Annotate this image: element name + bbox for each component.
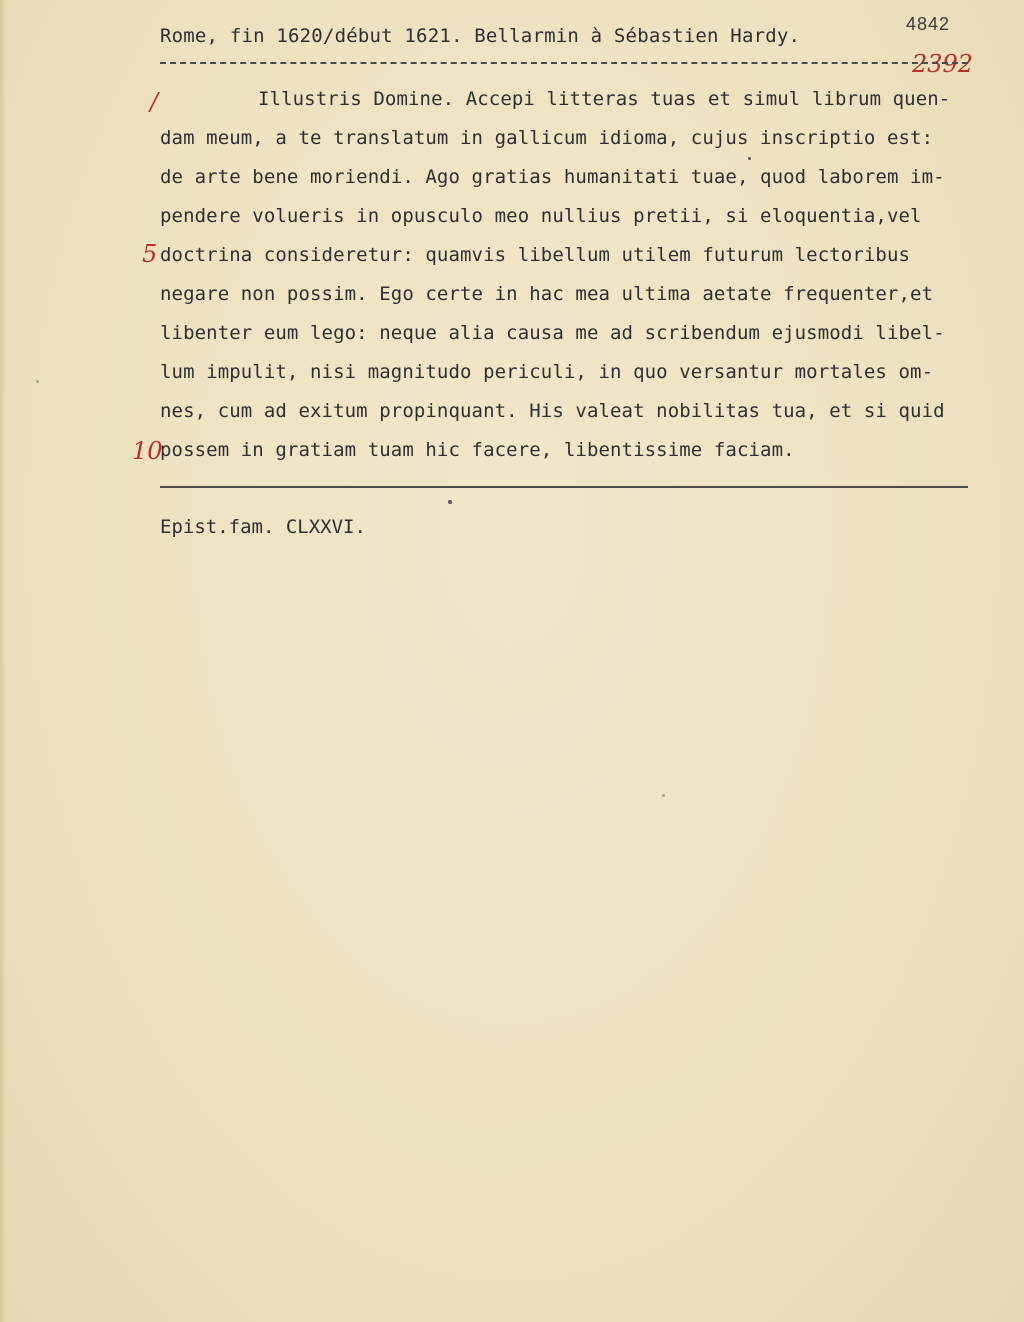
dashed-divider [160, 62, 968, 64]
paper-speck [748, 157, 751, 160]
letter-line: pendere volueris in opusculo meo nullius pretii, si eloquentia,vel [160, 205, 922, 227]
letter-heading: Rome, fin 1620/début 1621. Bellarmin à Sébastien Hardy. [160, 25, 801, 47]
footnote-reference: Epist.fam. CLXXVI. [160, 516, 366, 538]
paper-speck [36, 380, 39, 383]
letter-line: lum impulit, nisi magnitudo periculi, in quo versantur mortales om- [160, 361, 934, 383]
letter-line: libenter eum lego: neque alia causa me ad scribendum ejusmodi libel- [160, 322, 945, 344]
margin-line-marker-1: / [150, 88, 159, 116]
letter-line: nes, cum ad exitum propinquant. His valeat nobilitas tua, et si quid [160, 400, 945, 422]
handwritten-folio-number: 2392 [912, 50, 974, 78]
margin-line-marker-5: 5 [142, 240, 158, 268]
solid-divider [160, 486, 968, 488]
letter-line: possem in gratiam tuam hic facere, libentissime faciam. [160, 439, 795, 461]
letter-line: dam meum, a te translatum in gallicum idioma, cujus inscriptio est: [160, 127, 934, 149]
paper-speck [448, 500, 452, 504]
page-edge [0, 0, 6, 1322]
letter-line: Illustris Domine. Accepi litteras tuas et simul librum quen- [258, 88, 951, 110]
folio-number: 4842 [906, 14, 951, 34]
letter-line: de arte bene moriendi. Ago gratias humanitati tuae, quod laborem im- [160, 166, 945, 188]
letter-line: negare non possim. Ego certe in hac mea ultima aetate frequenter,et [160, 283, 934, 305]
paper-speck [662, 794, 665, 797]
letter-body [160, 86, 990, 476]
margin-line-marker-10: 10 [132, 437, 163, 465]
letter-line: doctrina consideretur: quamvis libellum utilem futurum lectoribus [160, 244, 911, 266]
